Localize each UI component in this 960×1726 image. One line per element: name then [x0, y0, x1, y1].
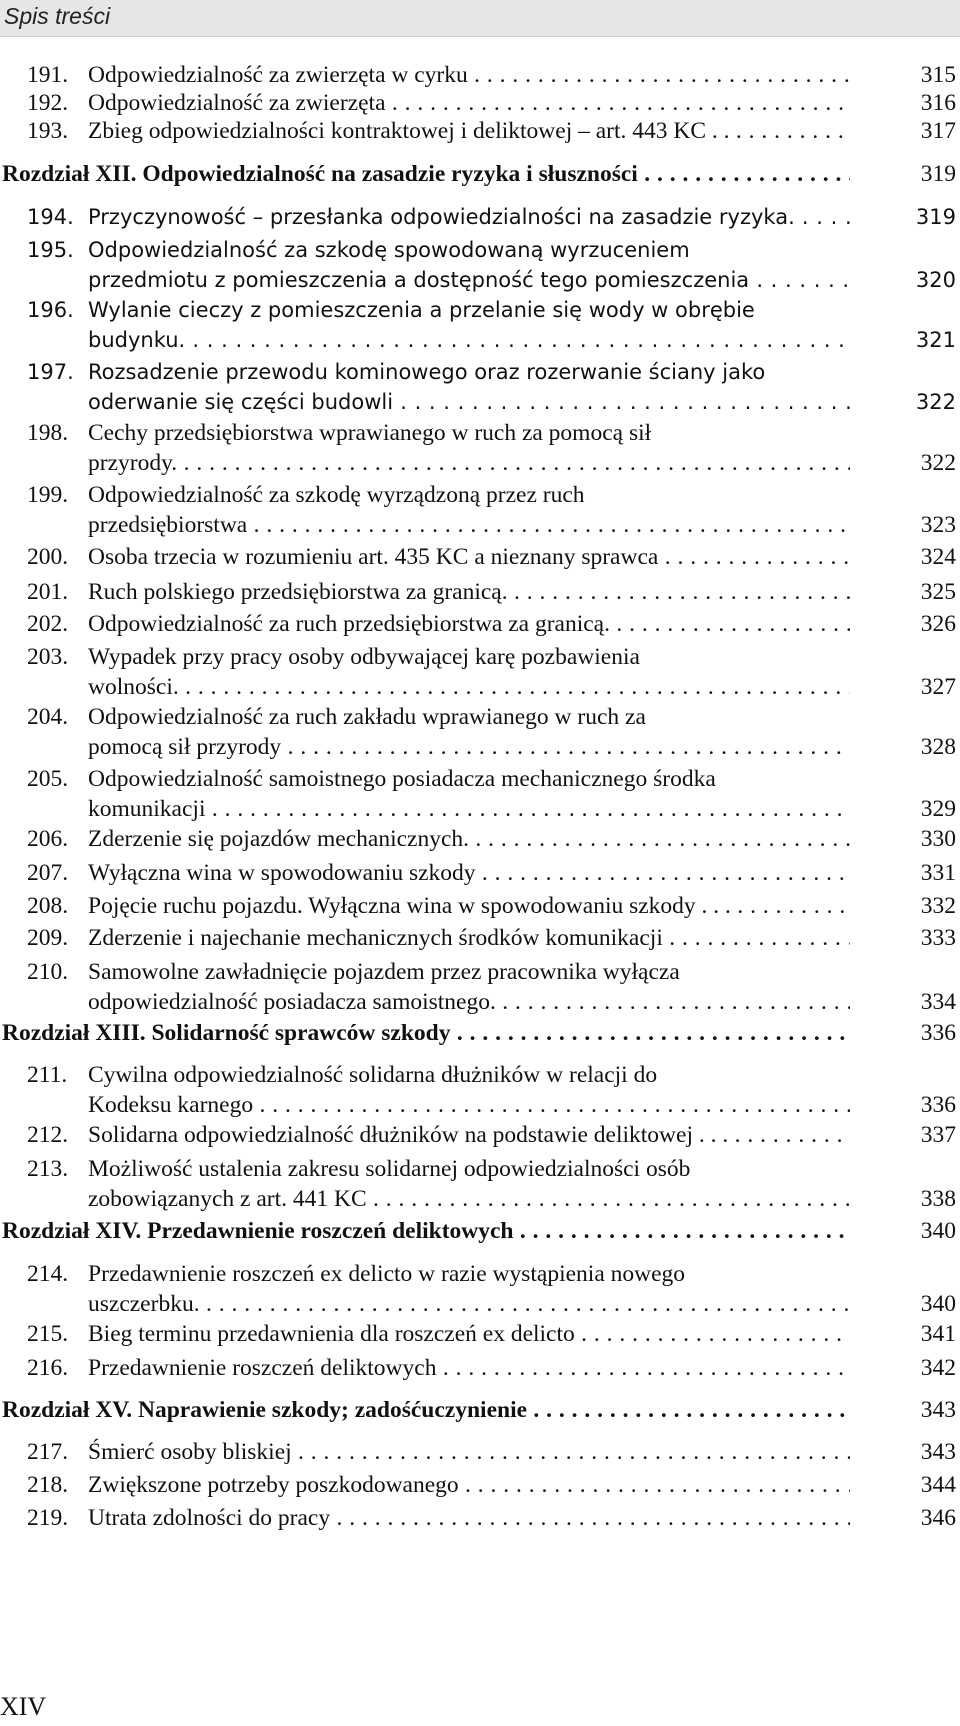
toc-title-line: Bieg terminu przedawnienia dla roszczeń ex delicto . . . — [88, 1319, 850, 1349]
toc-entry-title — [88, 1120, 850, 1150]
toc-title-line: Przyczynowość – przesłanka odpowiedzialności na zasadzie ryzyka. . . . — [88, 202, 850, 232]
toc-entry-row[interactable] — [0, 1470, 960, 1500]
toc-entry-title — [88, 1060, 850, 1120]
toc-chapter-title — [2, 1018, 850, 1048]
toc-title-line: Rozdział XIV. Przedawnienie roszczeń deliktowych . . . — [2, 1216, 850, 1246]
toc-title-line: Cechy przedsiębiorstwa wprawianego w ruch za pomocą sił — [88, 420, 652, 446]
toc-title-line: Zderzenie się pojazdów mechanicznych. . . . — [88, 824, 850, 854]
toc-title-line: Cywilna odpowiedzialność solidarna dłużników w relacji do — [88, 1062, 658, 1088]
toc-title-line: Zwiększone potrzeby poszkodowanego . . . — [88, 1470, 850, 1500]
toc-page-number: 319 — [915, 205, 956, 229]
toc-entry-row[interactable] — [0, 480, 960, 540]
toc-title-line: Odpowiedzialność za zwierzęta . . . — [88, 88, 850, 118]
toc-entry-row[interactable] — [0, 1353, 960, 1383]
toc-title-line: przyrody. . . . — [88, 448, 850, 478]
toc-entry-row[interactable] — [0, 235, 960, 295]
toc-entry-number: 213. — [27, 1156, 69, 1182]
toc-title-line: Pojęcie ruchu pojazdu. Wyłączna wina w spowodowaniu szkody . . . . . . — [88, 891, 850, 921]
toc-page-number: 316 — [920, 90, 956, 116]
toc-entry-title — [88, 60, 850, 90]
toc-title-line: Wyłączna wina w spowodowaniu szkody . . . — [88, 858, 850, 888]
toc-title-line: Przedawnienie roszczeń deliktowych . . . — [88, 1353, 850, 1383]
toc-page-number: 324 — [920, 544, 956, 570]
toc-entry-row[interactable] — [0, 88, 960, 118]
toc-entry-title — [88, 116, 850, 146]
toc-page-number: 340 — [920, 1291, 956, 1317]
toc-title-line: Odpowiedzialność za ruch przedsiębiorstwa za granicą. . . . — [88, 609, 850, 639]
toc-entry-row[interactable] — [0, 702, 960, 762]
toc-entry-number: 219. — [27, 1505, 69, 1531]
toc-title-line: uszczerbku. . . . — [88, 1289, 850, 1319]
toc-title-line: Śmierć osoby bliskiej . . . — [88, 1437, 850, 1467]
toc-page-number: 337 — [920, 1122, 956, 1148]
toc-entry-row[interactable] — [0, 891, 960, 921]
toc-entry-number: 209. — [27, 925, 69, 951]
toc-page-number: 320 — [915, 268, 956, 292]
toc-entry-title — [88, 88, 850, 118]
toc-page-number: 343 — [920, 1397, 956, 1423]
toc-entry-title — [88, 1259, 850, 1319]
toc-title-line: Zbieg odpowiedzialności kontraktowej i deliktowej – art. 443 KC . . . . . — [88, 116, 850, 146]
page-header — [0, 0, 960, 37]
toc-chapter-title — [2, 1395, 850, 1425]
toc-page-number: 322 — [920, 450, 956, 476]
toc-entry-title — [88, 858, 850, 888]
toc-entry-title — [88, 957, 850, 1017]
toc-title-line: Odpowiedzialność za szkodę spowodowaną wyrzuceniem — [88, 238, 690, 262]
toc-entry-number: 202. — [27, 611, 69, 637]
toc-page-number: 340 — [920, 1218, 956, 1244]
toc-page-number: 326 — [920, 611, 956, 637]
toc-title-line: Możliwość ustalenia zakresu solidarnej odpowiedzialności osób — [88, 1156, 691, 1182]
toc-page-number: 329 — [920, 796, 956, 822]
toc-title-line: Wylanie cieczy z pomieszczenia a przelanie się wody w obrębie — [88, 298, 755, 322]
toc-entry-title — [88, 1319, 850, 1349]
toc-page-number: 332 — [920, 893, 956, 919]
toc-entry-number: 193. — [27, 118, 69, 144]
toc-page-number: 343 — [920, 1439, 956, 1465]
toc-chapter-row[interactable] — [0, 1018, 960, 1048]
toc-entry-number: 196. — [27, 298, 74, 322]
toc-chapter-row[interactable] — [0, 1395, 960, 1425]
toc-chapter-title — [2, 1216, 850, 1246]
toc-page-number: 341 — [920, 1321, 956, 1347]
toc-page-number: 338 — [920, 1186, 956, 1212]
toc-entry-row[interactable] — [0, 202, 960, 232]
toc-entry-row[interactable] — [0, 642, 960, 702]
toc-entry-title — [88, 1353, 850, 1383]
toc-page-number: 327 — [920, 674, 956, 700]
toc-page-number: 321 — [915, 328, 956, 352]
toc-title-line: Solidarna odpowiedzialność dłużników na podstawie deliktowej . . . . . . — [88, 1120, 850, 1150]
toc-entry-row[interactable] — [0, 957, 960, 1017]
toc-entry-title — [88, 1503, 850, 1533]
toc-entry-title — [88, 577, 850, 607]
toc-entry-title — [88, 357, 850, 417]
toc-title-line: budynku. . . . — [88, 325, 850, 355]
toc-chapter-row[interactable] — [0, 159, 960, 189]
toc-page-number: 336 — [920, 1092, 956, 1118]
toc-entry-row[interactable] — [0, 1437, 960, 1467]
toc-page-number: 334 — [920, 989, 956, 1015]
toc-title-line: odpowiedzialność posiadacza samoistnego. . . . — [88, 987, 850, 1017]
toc-entry-number: 204. — [27, 704, 69, 730]
toc-page-number: 328 — [920, 734, 956, 760]
toc-page-number: 322 — [915, 390, 956, 414]
toc-entry-title — [88, 235, 850, 295]
toc-title-line: wolności. . . . — [88, 672, 850, 702]
toc-title-line: przedsiębiorstwa . . . — [88, 510, 850, 540]
toc-title-line: Rozdział XII. Odpowiedzialność na zasadzie ryzyka i słuszności . . . — [2, 159, 850, 189]
toc-title-line: pomocą sił przyrody . . . — [88, 732, 850, 762]
toc-entry-title — [88, 642, 850, 702]
toc-title-line: zobowiązanych z art. 441 KC . . . — [88, 1184, 850, 1214]
header-title: Spis treści — [4, 3, 111, 29]
toc-entry-row[interactable] — [0, 1060, 960, 1120]
toc-title-line: Odpowiedzialność samoistnego posiadacza mechanicznego środka — [88, 766, 716, 792]
toc-entry-title — [88, 295, 850, 355]
toc-title-line: Kodeksu karnego . . . — [88, 1090, 850, 1120]
toc-entry-row[interactable] — [0, 1319, 960, 1349]
toc-entry-row[interactable] — [0, 116, 960, 146]
toc-entry-row[interactable] — [0, 609, 960, 639]
toc-title-line: przedmiotu z pomieszczenia a dostępność tego pomieszczenia . . . — [88, 265, 850, 295]
toc-entry-row[interactable] — [0, 60, 960, 90]
toc-entry-number: 201. — [27, 579, 69, 605]
toc-entry-number: 218. — [27, 1472, 69, 1498]
toc-entry-number: 212. — [27, 1122, 69, 1148]
toc-title-line: Samowolne zawładnięcie pojazdem przez pracownika wyłącza — [88, 959, 680, 985]
toc-title-line: komunikacji . . . — [88, 794, 850, 824]
toc-title-line: Odpowiedzialność za szkodę wyrządzoną przez ruch — [88, 482, 585, 508]
toc-entry-number: 216. — [27, 1355, 69, 1381]
toc-entry-row[interactable] — [0, 357, 960, 417]
toc-entry-row[interactable] — [0, 1154, 960, 1214]
toc-entry-number: 197. — [27, 360, 74, 384]
toc-entry-row[interactable] — [0, 542, 960, 572]
toc-entry-title — [88, 824, 850, 854]
toc-entry-title — [88, 1154, 850, 1214]
toc-entry-number: 210. — [27, 959, 69, 985]
toc-page-number: 315 — [920, 62, 956, 88]
page-number: XIV — [0, 1692, 47, 1721]
toc-entry-title — [88, 202, 850, 232]
toc-entry-title — [88, 1470, 850, 1500]
toc-entry-title — [88, 891, 850, 921]
toc-entry-number: 206. — [27, 826, 69, 852]
toc-page-number: 333 — [920, 925, 956, 951]
toc-page-number: 346 — [920, 1505, 956, 1531]
toc-page-number: 342 — [920, 1355, 956, 1381]
toc-entry-title — [88, 542, 850, 572]
toc-entry-row[interactable] — [0, 295, 960, 355]
toc-entry-row[interactable] — [0, 764, 960, 824]
toc-page-number: 323 — [920, 512, 956, 538]
toc-entry-row[interactable] — [0, 418, 960, 478]
toc-entry-number: 198. — [27, 420, 69, 446]
toc-title-line: Odpowiedzialność za ruch zakładu wprawianego w ruch za — [88, 704, 646, 730]
toc-entry-title — [88, 702, 850, 762]
toc-title-line: Ruch polskiego przedsiębiorstwa za granicą. . . . — [88, 577, 850, 607]
toc-chapter-title — [2, 159, 850, 189]
toc-page-number: 336 — [920, 1020, 956, 1046]
toc-chapter-row[interactable] — [0, 1216, 960, 1246]
toc-entry-number: 203. — [27, 644, 69, 670]
toc-entry-title — [88, 1437, 850, 1467]
toc-entry-number: 205. — [27, 766, 69, 792]
toc-title-line: oderwanie się części budowli . . . — [88, 387, 850, 417]
toc-entry-number: 215. — [27, 1321, 69, 1347]
toc-page-number: 319 — [920, 161, 956, 187]
toc-entry-number: 207. — [27, 860, 69, 886]
toc-entry-title — [88, 480, 850, 540]
toc-page-number: 317 — [920, 118, 956, 144]
toc-entry-row[interactable] — [0, 858, 960, 888]
toc-entry-title — [88, 609, 850, 639]
toc-title-line: Przedawnienie roszczeń ex delicto w razie wystąpienia nowego — [88, 1261, 686, 1287]
toc-title-line: Odpowiedzialność za zwierzęta w cyrku . . . — [88, 60, 850, 90]
toc-entry-number: 200. — [27, 544, 69, 570]
toc-entry-number: 211. — [27, 1062, 68, 1088]
toc-title-line: Wypadek przy pracy osoby odbywającej karę pozbawienia — [88, 644, 640, 670]
toc-entry-number: 214. — [27, 1261, 69, 1287]
toc-entry-row[interactable] — [0, 1259, 960, 1319]
toc-page-number: 344 — [920, 1472, 956, 1498]
toc-entry-number: 199. — [27, 482, 69, 508]
toc-entry-number: 217. — [27, 1439, 69, 1465]
toc-entry-number: 191. — [27, 62, 69, 88]
toc-entry-row[interactable] — [0, 577, 960, 607]
toc-title-line: Rozsadzenie przewodu kominowego oraz rozerwanie ściany jako — [88, 360, 766, 384]
toc-entry-title — [88, 418, 850, 478]
toc-entry-row[interactable] — [0, 923, 960, 953]
toc-entry-number: 192. — [27, 90, 69, 116]
toc-title-line: Osoba trzecia w rozumieniu art. 435 KC a nieznany sprawca . . . — [88, 542, 850, 572]
toc-entry-row[interactable] — [0, 1503, 960, 1533]
toc-entry-number: 195. — [27, 238, 74, 262]
toc-entry-title — [88, 923, 850, 953]
toc-entry-row[interactable] — [0, 824, 960, 854]
toc-entry-row[interactable] — [0, 1120, 960, 1150]
toc-entry-number: 194. — [27, 205, 74, 229]
toc-title-line: Rozdział XIII. Solidarność sprawców szkody . . . — [2, 1018, 850, 1048]
toc-page-number: 331 — [920, 860, 956, 886]
toc-page-number: 325 — [920, 579, 956, 605]
toc-title-line: Utrata zdolności do pracy . . . — [88, 1503, 850, 1533]
toc-entry-title — [88, 764, 850, 824]
toc-title-line: Zderzenie i najechanie mechanicznych środków komunikacji . . . — [88, 923, 850, 953]
toc-entry-number: 208. — [27, 893, 69, 919]
toc-title-line: Rozdział XV. Naprawienie szkody; zadośćuczynienie . . . — [2, 1395, 850, 1425]
toc-page-number: 330 — [920, 826, 956, 852]
